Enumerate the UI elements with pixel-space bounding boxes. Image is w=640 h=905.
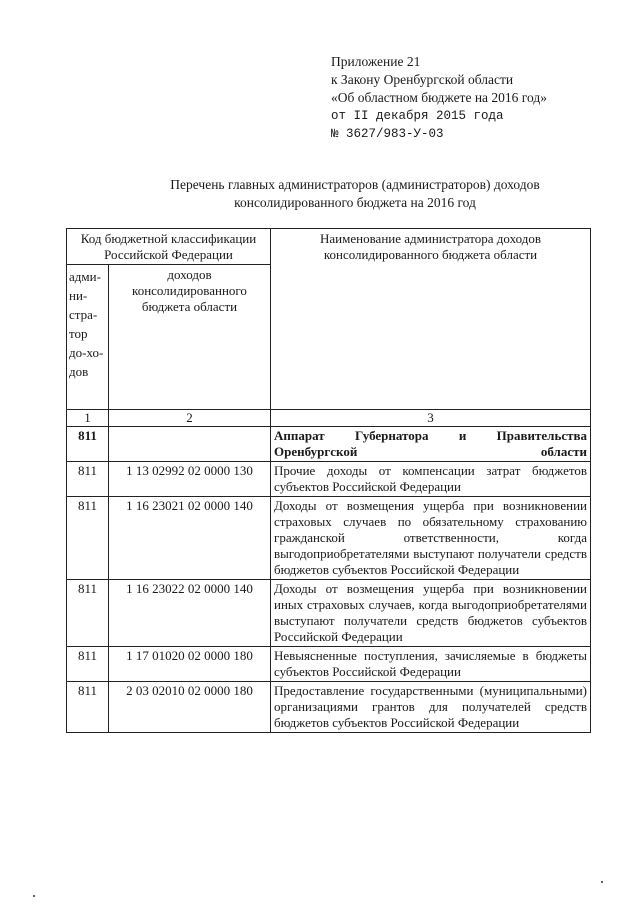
revenue-code-cell: 1 13 02992 02 0000 130 <box>109 462 271 497</box>
table-row <box>67 580 591 647</box>
document-title-line2: консолидированного бюджета на 2016 год <box>234 195 476 210</box>
scan-speck <box>601 881 603 883</box>
revenue-code-cell: 1 16 23021 02 0000 140 <box>109 497 271 580</box>
revenue-name-cell: Предоставление государственными (муниципальными) организациями грантов для получателей средств бюджетов субъектов Российской Федерации <box>271 682 591 733</box>
admin-code-cell: 811 <box>67 497 109 580</box>
header-admin-name: Наименование администратора доходов консолидированного бюджета области <box>271 229 591 410</box>
revenue-name-cell: Доходы от возмещения ущерба при возникновении иных страховых случаев, когда выгодоприобретателями выступают получатели средств бюджетов субъектов Российской Федерации <box>271 580 591 647</box>
appendix-law-ref: к Закону Оренбургской области <box>331 72 514 87</box>
revenue-name-cell: Невыясненные поступления, зачисляемые в бюджеты субъектов Российской Федерации <box>271 647 591 682</box>
appendix-block <box>331 53 547 143</box>
table-header-row <box>67 229 591 265</box>
revenue-code-cell <box>109 427 271 462</box>
revenue-name-cell: Прочие доходы от компенсации затрат бюджетов субъектов Российской Федерации <box>271 462 591 497</box>
admin-code-cell: 811 <box>67 580 109 647</box>
header-admin-code: адми-ни-стра-тор до-хо-дов <box>67 265 109 410</box>
appendix-number: Приложение 21 <box>331 54 421 69</box>
revenue-code-cell: 1 16 23022 02 0000 140 <box>109 580 271 647</box>
appendix-law-number: № 3627/983-У-03 <box>331 127 444 141</box>
table-row <box>67 682 591 733</box>
column-number-1: 1 <box>67 410 109 427</box>
appendix-date: от II декабря 2015 года <box>331 109 504 123</box>
table-row <box>67 427 591 462</box>
header-revenue-code: доходов консолидированного бюджета области <box>109 265 271 410</box>
appendix-law-title: «Об областном бюджете на 2016 год» <box>331 90 547 105</box>
revenue-code-cell: 2 03 02010 02 0000 180 <box>109 682 271 733</box>
column-number-3: 3 <box>271 410 591 427</box>
admin-code-cell: 811 <box>67 647 109 682</box>
document-title <box>120 176 590 212</box>
admin-code-cell: 811 <box>67 462 109 497</box>
table-row <box>67 647 591 682</box>
column-number-2: 2 <box>109 410 271 427</box>
revenue-administrators-table <box>66 228 591 733</box>
table-row <box>67 497 591 580</box>
admin-name-cell: Аппарат Губернатора и Правительства Оренбургской области <box>271 427 591 462</box>
table-row <box>67 462 591 497</box>
revenue-code-cell: 1 17 01020 02 0000 180 <box>109 647 271 682</box>
column-number-row <box>67 410 591 427</box>
header-code-group: Код бюджетной классификации Российской Федерации <box>67 229 271 265</box>
admin-code-cell: 811 <box>67 682 109 733</box>
revenue-name-cell: Доходы от возмещения ущерба при возникновении страховых случаев по обязательному страхованию гражданской ответственности, когда выгодоприобретателями выступают получатели средств бюджетов субъектов Российской Федерации <box>271 497 591 580</box>
admin-code-cell: 811 <box>67 427 109 462</box>
scan-speck <box>33 895 35 897</box>
document-title-line1: Перечень главных администраторов (администраторов) доходов <box>170 177 540 192</box>
